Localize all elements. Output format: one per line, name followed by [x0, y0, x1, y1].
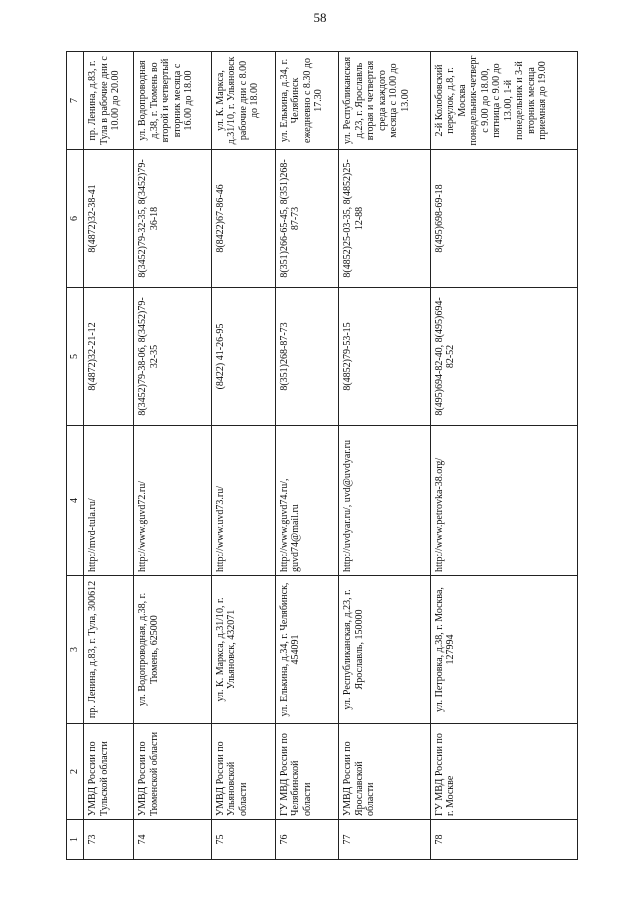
- row-number: 78: [430, 820, 577, 860]
- phone-primary: (8422) 41-26-95: [211, 288, 275, 426]
- department-name: УМВД России по Ульяновской области: [211, 724, 275, 820]
- table-row: [339, 52, 431, 860]
- table-row: [275, 52, 339, 860]
- reception-info: ул. Водопроводная д.38, г. Тюмень во второй и четвертый вторник месяца с 16.00 до 18.00: [134, 52, 212, 150]
- phone-primary: 8(4872)32-21-12: [84, 288, 134, 426]
- phone-secondary: 8(4852)25-03-35, 8(4852)25-12-88: [339, 150, 431, 288]
- phone-secondary: 8(8422)67-86-46: [211, 150, 275, 288]
- address: ул. Водопроводная, д.38, г. Тюмень, 625000: [134, 576, 212, 724]
- phone-secondary: 8(351)266-65-45, 8(351)268-87-73: [275, 150, 339, 288]
- reception-info: пр. Ленина, д.83, г. Тула в рабочие дни с 10.00 до 20.00: [84, 52, 134, 150]
- phone-secondary: 8(3452)79-32-35, 8(3452)79-36-18: [134, 150, 212, 288]
- reception-info: ул. Республиканская д.23, г. Ярославль вторая и четвертая среда каждого месяца с 10.00 до 13.00: [339, 52, 431, 150]
- address: пр. Ленина, д.83, г. Тула, 300612: [84, 576, 134, 724]
- website: http://uvdyar.ru/, uvd@uvdyar.ru: [339, 426, 431, 576]
- row-number: 77: [339, 820, 431, 860]
- department-name: ГУ МВД России по Челябинской области: [275, 724, 339, 820]
- phone-primary: 8(4852)79-53-15: [339, 288, 431, 426]
- table-row: [430, 52, 577, 860]
- contacts-table: [66, 51, 578, 860]
- department-name: УМВД России по Тюменской области: [134, 724, 212, 820]
- website: http://www.uvd73.ru/: [211, 426, 275, 576]
- website: http://www.petrovka-38.org/: [430, 426, 577, 576]
- column-header: 2: [67, 724, 84, 820]
- address: ул. К. Маркса, д.31/10, г. Ульяновск, 432071: [211, 576, 275, 724]
- reception-info: ул. Елькина, д.34, г. Челябинск ежедневно с 8.30 до 17.30: [275, 52, 339, 150]
- address: ул. Республиканская, д.23, г. Ярославль, 150000: [339, 576, 431, 724]
- department-name: ГУ МВД России по г. Москве: [430, 724, 577, 820]
- phone-secondary: 8(495)698-69-18: [430, 150, 577, 288]
- phone-primary: 8(351)268-87-73: [275, 288, 339, 426]
- table-row: [211, 52, 275, 860]
- row-number: 73: [84, 820, 134, 860]
- rotated-table-container: [66, 52, 578, 860]
- column-header: 6: [67, 150, 84, 288]
- phone-secondary: 8(4872)32-38-41: [84, 150, 134, 288]
- department-name: УМВД России по Тульской области: [84, 724, 134, 820]
- row-number: 76: [275, 820, 339, 860]
- column-header: 7: [67, 52, 84, 150]
- website: http://mvd-tula.ru/: [84, 426, 134, 576]
- reception-info: ул. К. Маркса, д.31/10, г. Ульяновск рабочие дни с 8.00 до 18.00: [211, 52, 275, 150]
- column-header: 1: [67, 820, 84, 860]
- phone-primary: 8(3452)79-38-06, 8(3452)79-32-35: [134, 288, 212, 426]
- column-header: 3: [67, 576, 84, 724]
- row-number: 74: [134, 820, 212, 860]
- website: http://www.guvd74.ru/, guvd74@mail.ru: [275, 426, 339, 576]
- department-name: УМВД России по Ярославской области: [339, 724, 431, 820]
- address: ул. Елькина, д.34, г. Челябинск, 454091: [275, 576, 339, 724]
- row-number: 75: [211, 820, 275, 860]
- table-row: [84, 52, 134, 860]
- column-header: 5: [67, 288, 84, 426]
- table-row: [134, 52, 212, 860]
- reception-info: 2-й Колобовский переулок, д.8, г. Москва понедельник-четверг с 9.00 до 18.00, пятница с 9.00 до 13.00, 1-й понедельник и 3-й вторник месяца приемная до 19.00: [430, 52, 577, 150]
- column-header: 4: [67, 426, 84, 576]
- page-number: 58: [313, 10, 327, 25]
- phone-primary: 8(495)694-82-40, 8(495)694-82-52: [430, 288, 577, 426]
- website: http://www.guvd72.ru/: [134, 426, 212, 576]
- header-row: [67, 52, 84, 860]
- address: ул. Петровка, д.38, г. Москва, 127994: [430, 576, 577, 724]
